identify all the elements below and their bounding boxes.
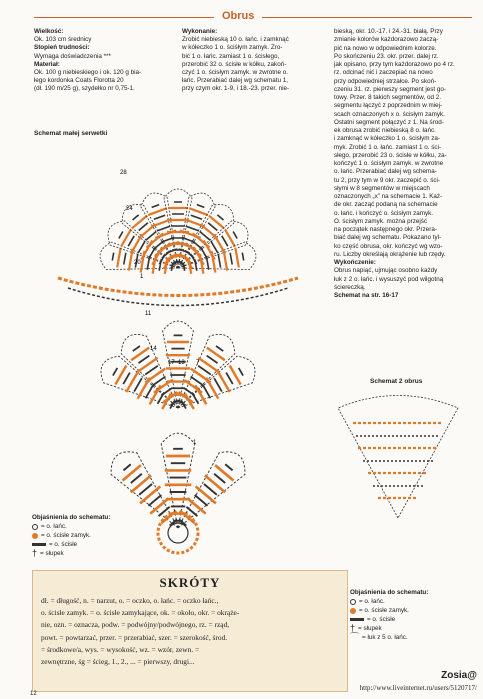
legend-item: [32, 540, 152, 549]
legend-item: [350, 597, 475, 606]
right-line: przy odpowiedniej strzałce. Po skoń-: [334, 77, 437, 85]
right-line: de okr. zacząć podaną na schemacie: [334, 201, 438, 209]
scheme1-label: Schemat małej serwetki: [34, 130, 108, 137]
right-line: bieską, okr. 10.-17. i 24.-31. białą. Przy: [334, 28, 443, 35]
right-line: tu 2, przy tym w 9 okr. zaczepić o. ści-: [334, 176, 441, 184]
page-number: 12: [30, 691, 37, 697]
row-number: 20: [134, 260, 141, 266]
double-crochet-icon: †: [350, 623, 356, 633]
abbreviation-line: zewnętrzne, śg = ścieg, 1., 2., ... = pierwszy, drugi...: [41, 657, 195, 667]
source-url: http://www.liveinternet.ru/users/5120717/: [359, 684, 477, 692]
legend-text: = słupek: [358, 625, 382, 632]
single-crochet-icon: [32, 543, 46, 546]
row-number: 11: [145, 311, 152, 317]
right-line: słego, przerobić 23 o. ścisłe w kółku, za-: [334, 151, 447, 159]
difficulty-value: Wymaga doświadczenia ***: [34, 52, 111, 60]
legend-text: = o. ścisłe: [367, 616, 396, 623]
right-line: na początek następnego okr. Przera-: [334, 226, 437, 233]
legend-text: = słupek: [40, 550, 64, 557]
legend-text: = o. ścisłe: [49, 541, 78, 548]
right-line: rz. odcinać nić i zaczepiać na nowo: [334, 69, 433, 77]
legend-text: = o. łańc.: [41, 523, 67, 530]
row-number: 1: [140, 274, 144, 280]
finishing-line: Obrus napiąć, ujmując osobno każdy: [334, 267, 438, 275]
legend-item: [350, 606, 475, 615]
legend-item: [350, 624, 475, 633]
title-bar: [0, 10, 483, 24]
abbreviation-line: o. ścisłe zamyk. = o. ścisłe zamykające, ok. = około, okr. = okrąże-: [41, 608, 240, 618]
row-number: 1: [193, 440, 197, 446]
legend-title: Objaśnienia do schematu:: [32, 514, 111, 521]
instruction-line: Zrobić niebieską 10 o. łańc. i zamknąć: [182, 36, 289, 44]
material-line: łego kordonka Coats Florotta 20: [34, 77, 124, 85]
legend-item: [32, 531, 152, 540]
chain-stitch-icon: [350, 599, 356, 605]
legend-item: [32, 549, 152, 558]
right-line: O. ścisłym zamyk. można przejść: [334, 217, 428, 225]
difficulty-label: Stopień trudności:: [34, 44, 90, 52]
instruction-line: łańc. Przerabiać dalej wg schematu 1,: [182, 77, 289, 85]
arc-icon: ⌒: [350, 632, 360, 642]
right-line: kończyć 1 o. ścisłym zamyk. w zwrotne: [334, 160, 444, 167]
right-line: słymi w 8 segmentów w miejscach: [334, 184, 430, 192]
abbreviations-box: [32, 570, 348, 692]
right-column: [334, 28, 480, 300]
double-crochet-icon: †: [32, 548, 38, 558]
legend-text: = o. łańc.: [359, 598, 385, 605]
right-line: towy. Przer. 8 takich segmentów, od 2.: [334, 94, 441, 101]
right-line: ko część obrusa, okr. kończyć wg wzo-: [334, 242, 443, 250]
legend-text: = o. ścisłe zamyk.: [359, 607, 409, 614]
right-line: biać dalej wg schematu. Pokazano tyl-: [334, 234, 442, 242]
right-line: zmianie kolorów każdorazowo zaczą-: [334, 36, 439, 44]
right-line: i zamknąć w kółeczko 1 o. ścisłym za-: [334, 135, 441, 143]
material-line: Ok. 100 g niebieskiego i ok. 120 g bia-: [34, 69, 142, 77]
chain-stitch-icon: [32, 524, 38, 530]
scheme2-label: Schemat 2 obrus: [370, 378, 423, 385]
instruction-line: przerobić 32 o. ścisłe w kółku, zakoń-: [182, 60, 287, 68]
right-line: Ostatni segment połączyć z 1. Na środ-: [334, 118, 444, 126]
right-line: segmentu łączyć z poprzednim w miej-: [334, 102, 443, 110]
row-number: 14: [150, 346, 157, 352]
scheme-reference: Schemat na str. 16-17: [334, 292, 399, 299]
right-line: oznaczonych „x” na schemacie 1. Każ-: [334, 193, 443, 200]
right-line: jak opisano, przy tym każdorazowo po 4 rz.: [334, 61, 455, 68]
material-line: (dł. 190 m/25 g), szydełko nr 0,75-1.: [34, 85, 135, 93]
instruction-line: w kółeczko 1 o. ściśłym zamyk. Zro-: [182, 44, 283, 52]
legend-text: = łuk z 5 o. łańc.: [362, 634, 408, 641]
right-line: o. łańc. Przerabiać dalej wg schema-: [334, 168, 437, 176]
instruction-line: bić 1 o. łańc. zamiast 1 o. ścisłego,: [182, 52, 280, 60]
finishing-line: łuk z 2 o. łańc. i wysuszyć pod wilgotną: [334, 275, 444, 283]
title-rule-left: [34, 17, 214, 18]
size-label: Wielkość:: [34, 28, 64, 35]
instruction-line: przy czym okr. 1-9, i 18.-23. przer. nie-: [182, 85, 290, 93]
finishing-label: Wykończenie:: [334, 259, 376, 266]
watermark: Zosia@: [441, 670, 477, 681]
row-number: 28: [120, 170, 127, 176]
row-number: 24: [126, 206, 133, 212]
right-line: Po skończeniu 23. okr. przer. dalej rz.: [334, 52, 439, 60]
instructions-heading: Wykonanie:: [182, 28, 218, 35]
finishing-line: ściereczką.: [334, 283, 366, 291]
row-number: 17: [168, 360, 175, 366]
scheme2-diagram: [318, 388, 478, 528]
single-crochet-icon: [350, 618, 364, 621]
right-line: o. łańc. i kończyć o. ścisłym zamyk.: [334, 209, 434, 217]
slip-stitch-icon: [32, 533, 38, 539]
instruction-line: czyć 1 o. ścisłym zamyk. w zwrotne o.: [182, 69, 289, 77]
row-number: 7: [196, 360, 200, 366]
legend-text: = o. ścisłe zamyk.: [41, 532, 91, 539]
right-line: ek obrusa zrobić niebieską 8 o. łańc.: [334, 127, 436, 134]
legend-item: [350, 615, 475, 624]
legend-scheme2: [350, 588, 475, 642]
middle-column: [182, 28, 327, 94]
abbreviations-body: [33, 591, 347, 668]
abbreviation-line: powt. = powtarzać, przer. = przerabiać, szer. = szerokość, środ.: [41, 632, 228, 642]
legend-scheme1: [32, 513, 152, 558]
legend-title: Objaśnienia do schematu:: [350, 589, 429, 596]
left-column: [34, 28, 174, 94]
material-label: Materiał:: [34, 60, 60, 68]
slip-stitch-icon: [350, 608, 356, 614]
abbreviation-line: = środkowe/a, wys. = wysokość, wz. = wzór, zewn. =: [41, 644, 200, 654]
row-number: 13: [178, 360, 185, 366]
legend-item: [350, 633, 475, 642]
right-line: pić na nowo w odpowiednim kolorze.: [334, 44, 437, 52]
right-line: myk. Zrobić 1 o. łańc. zamiast 1 o. ści-: [334, 143, 442, 151]
abbreviations-title: SKRÓTY: [159, 575, 221, 590]
right-line: czeniu 31. rz. pierwszy segment jest go-: [334, 85, 446, 93]
legend-item: [32, 522, 152, 531]
scheme1-diagram: [28, 138, 328, 578]
title-rule-right: [262, 17, 472, 18]
abbreviation-line: dł. = długość, n. = narzut, o. = oczko, o. łańc. = oczko łańc.,: [41, 596, 219, 605]
abbreviation-line: nie, ozn. = oznacza, podw. = podwójny/podwójnego, rz. = rząd,: [41, 620, 230, 630]
size-value: Ok. 103 cm średnicy: [34, 36, 92, 44]
right-line: scach oznaczonych x o. ścisłym zamyk.: [334, 110, 445, 118]
page-title: Obrus: [222, 10, 255, 22]
right-line: ru. Liczby określają okrążenie lub rzędy.: [334, 250, 446, 258]
